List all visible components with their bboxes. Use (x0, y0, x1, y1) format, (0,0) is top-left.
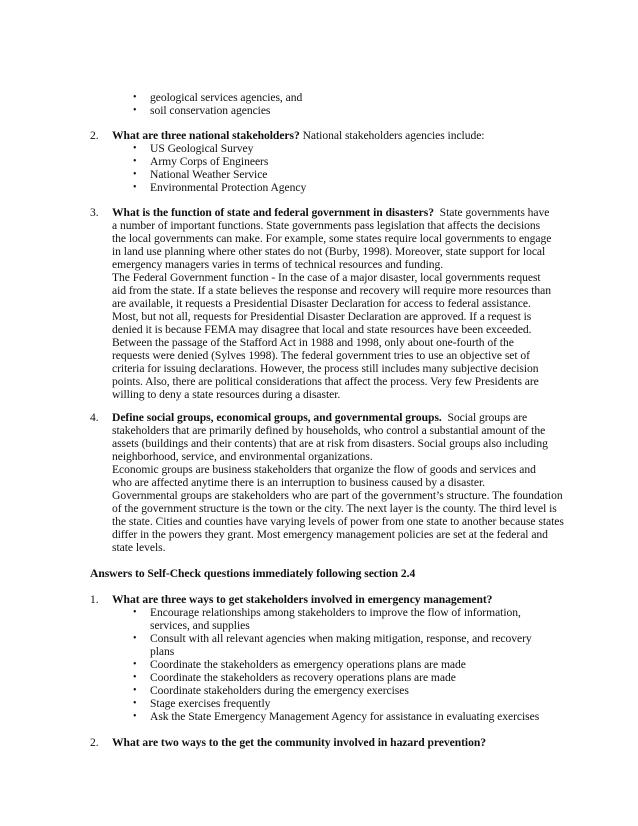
question-text: What are three ways to get stakeholders involved in emergency management? (112, 593, 493, 606)
answer-line: a number of important functions. State governments pass legislation that affects the decisions (112, 219, 541, 232)
bullet-icon: • (133, 672, 137, 683)
section-heading-text: Answers to Self-Check questions immediately following section 2.4 (90, 567, 416, 580)
list-item: Consult with all relevant agencies when making mitigation, response, and recovery (150, 632, 532, 645)
question-text: What is the function of state and federal government in disasters? (112, 206, 434, 219)
answer-text: State governments have (439, 206, 550, 219)
answer-line: requests were denied (Sylves 1998). The federal government tries to use an objective set of (112, 349, 530, 362)
list-item: National Weather Service (150, 168, 268, 181)
list-item: soil conservation agencies (150, 104, 271, 117)
answer-line: emergency managers varies in terms of technical resources and funding. (112, 258, 444, 271)
answer-line: the state. Cities and counties have varying levels of power from one state to another because states (112, 515, 564, 528)
answer-line: are available, it requests a Presidential Disaster Declaration for access to federal assistance. (112, 297, 531, 310)
list-item: US Geological Survey (150, 142, 254, 155)
question-number: 2. (90, 736, 99, 749)
bullet-icon: • (133, 711, 137, 722)
question-number: 2. (90, 129, 99, 142)
answer-line: criteria for issuing declarations. However, the process still includes many subjective decision (112, 362, 539, 375)
list-item: Coordinate stakeholders during the emergency exercises (150, 684, 409, 697)
question-s2 (112, 736, 486, 749)
bullet-icon: • (133, 633, 137, 644)
list-item: Coordinate the stakeholders as emergency operations plans are made (150, 658, 466, 671)
answer-line: Most, but not all, requests for Presidential Disaster Declaration are approved. If a request is (112, 310, 532, 323)
answer-line: denied it is because FEMA may disagree that local and state resources have been exceeded. (112, 323, 532, 336)
list-item-continued: services, and supplies (150, 619, 250, 632)
answer-line: who are affected anytime there is an interruption to business caused by a disaster. (112, 476, 485, 489)
bullet-icon: • (133, 169, 137, 180)
bullet-icon: • (133, 659, 137, 670)
bullet-icon: • (133, 182, 137, 193)
question-2 (112, 129, 484, 142)
answer-line: Between the passage of the Stafford Act in 1988 and 1998, only about one-fourth of the (112, 336, 514, 349)
list-item: Environmental Protection Agency (150, 181, 307, 194)
answer-line: assets (buildings and their contents) that are at risk from disasters. Social groups also including (112, 437, 548, 450)
bullet-icon: • (133, 156, 137, 167)
answer-line: The Federal Government function - In the case of a major disaster, local governments request (112, 271, 541, 284)
bullet-icon: • (133, 143, 137, 154)
bullet-icon: • (133, 105, 137, 116)
question-s1 (112, 593, 492, 606)
answer-line: aid from the state. If a state believes the response and recovery will require more resources than (112, 284, 552, 297)
question-number: 1. (90, 593, 99, 606)
bullet-icon: • (133, 92, 137, 103)
answer-line: in land use planning where other states do not (Burby, 1998). Moreover, state support for local (112, 245, 546, 258)
question-4 (112, 411, 527, 424)
bullet-icon: • (133, 607, 137, 618)
answer-line: points. Also, there are political considerations that affect the process. Very few Presidents are (112, 375, 539, 388)
answer-line: stakeholders that are primarily defined by households, who control a substantial amount of the (112, 424, 546, 437)
question-text: Define social groups, economical groups, and governmental groups. (112, 411, 442, 424)
list-item-continued: plans (150, 645, 175, 658)
section-heading (90, 567, 415, 580)
answer-line: Economic groups are business stakeholders that organize the flow of goods and services and (112, 463, 536, 476)
answer-line: willing to deny a state resources during a disaster. (112, 388, 341, 401)
list-item: geological services agencies, and (150, 91, 303, 104)
answer-line: of the government structure is the town or the city. The next layer is the county. The third level is (112, 502, 557, 515)
list-item: Army Corps of Engineers (150, 155, 269, 168)
question-number: 4. (90, 411, 99, 424)
list-item: Encourage relationships among stakeholders to improve the flow of information, (150, 606, 521, 619)
answer-text: Social groups are (447, 411, 528, 424)
bullet-icon: • (133, 698, 137, 709)
list-item: Ask the State Emergency Management Agency for assistance in evaluating exercises (150, 710, 540, 723)
question-number: 3. (90, 206, 99, 219)
list-item: Coordinate the stakeholders as recovery operations plans are made (150, 671, 456, 684)
answer-line: state levels. (112, 541, 166, 554)
list-item: Stage exercises frequently (150, 697, 271, 710)
answer-line: neighborhood, service, and environmental organizations. (112, 450, 373, 463)
answer-line: the local governments can make. For example, some states require local governments to engage (112, 232, 552, 245)
question-text: What are two ways to the get the community involved in hazard prevention? (112, 736, 486, 749)
answer-text: National stakeholders agencies include: (302, 129, 485, 142)
question-3 (112, 206, 549, 219)
answer-line: differ in the powers they grant. Most emergency management policies are set at the federal and (112, 528, 548, 541)
bullet-icon: • (133, 685, 137, 696)
answer-line: Governmental groups are stakeholders who are part of the government’s structure. The foundation (112, 489, 563, 502)
question-text: What are three national stakeholders? (112, 129, 300, 142)
